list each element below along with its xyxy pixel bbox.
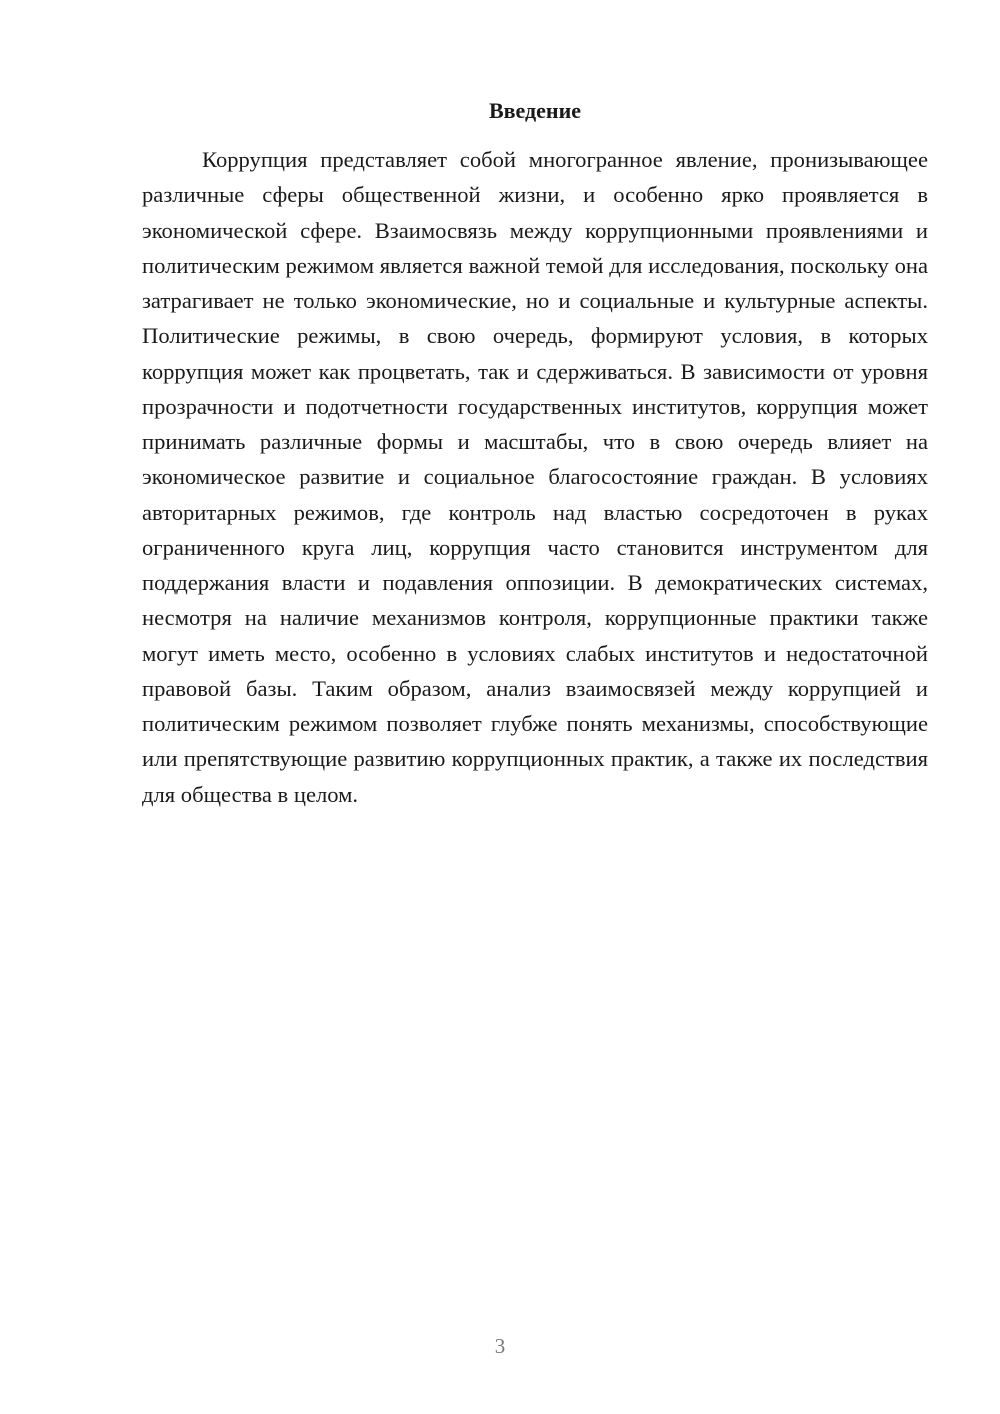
introduction-paragraph: Коррупция представляет собой многогранное явление, пронизывающее различные сферы общественной жизни, и особенно ярко проявляется в экономической сфере. Взаимосвязь между коррупционными проявлениями и политическим режимом является важной темой для исследования, поскольку она затрагивает не только экономические, но и социальные и культурные аспекты. Политические режимы, в свою очередь, формируют условия, в которых коррупция может как процветать, так и сдерживаться. В зависимости от уровня прозрачности и подотчетности государственных институтов, коррупция может принимать различные формы и масштабы, что в свою очередь влияет на экономическое развитие и социальное благосостояние граждан. В условиях авторитарных режимов, где контроль над властью сосредоточен в руках ограниченного круга лиц, коррупция часто становится инструментом для поддержания власти и подавления оппозиции. В демократических системах, несмотря на наличие механизмов контроля, коррупционные практики также могут иметь место, особенно в условиях слабых институтов и недостаточной правовой базы. Таким образом, анализ взаимосвязей между коррупцией и политическим режимом позволяет глубже понять механизмы, способствующие или препятствующие развитию коррупционных практик, а также их последствия для общества в целом. [142, 147, 928, 807]
page-number: 3 [494, 1334, 506, 1358]
section-heading: Введение [488, 98, 582, 123]
